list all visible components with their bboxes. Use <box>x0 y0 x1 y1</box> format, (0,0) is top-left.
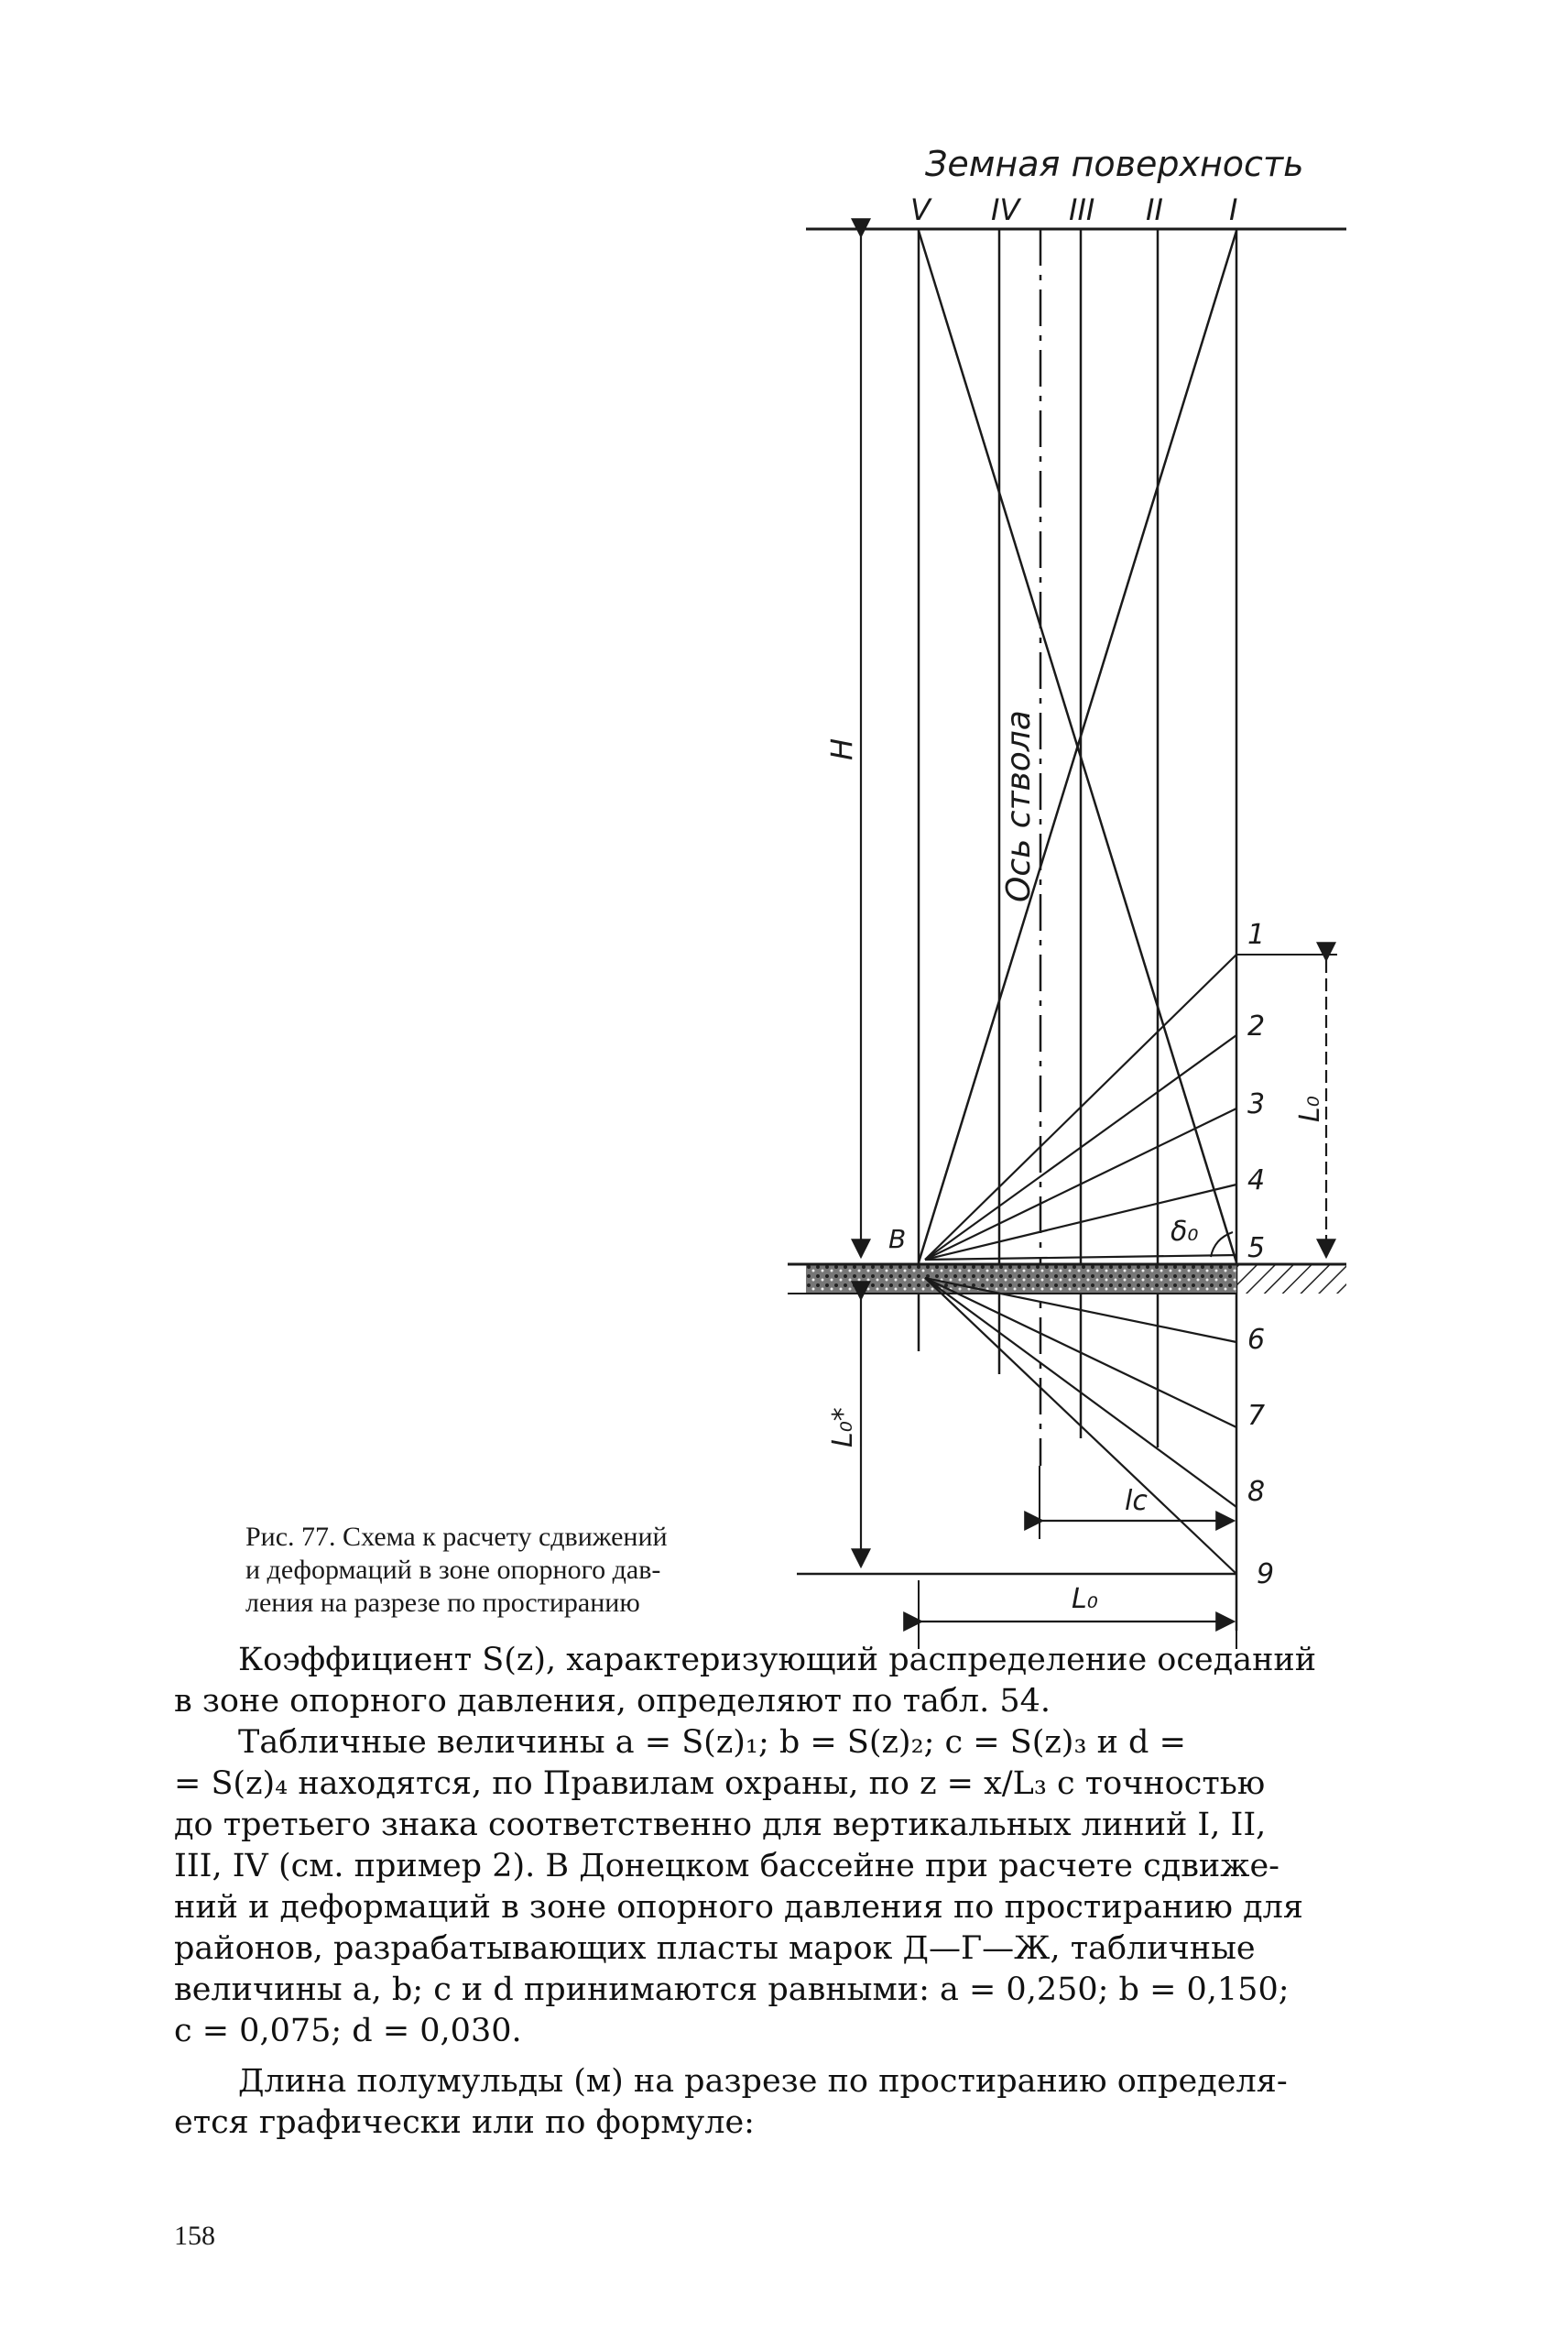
l0-label: L₀ <box>1294 1096 1326 1122</box>
vertical-labels <box>910 192 1237 227</box>
paragraph-table-values: Табличные величины a = S(z)₁; b = S(z)₂; c = S(z)₃ и d = = S(z)₄ находятся, по Правилам охраны, по z = x/L₃ с точностью до третьего знака соответственно для вертикальных линий I, II, III, IV (см. пример 2). В Донецком бассейне при расчете сдвиже- ний и деформаций в зоне опорного давления по простиранию для районов, разрабатывающих пласты марок Д—Г—Ж, табличные величины a, b; c и d принимаются равными: a = 0,250; b = 0,150; c = 0,075; d = 0,030. <box>174 1724 1303 2049</box>
lc-label: lc <box>1125 1485 1148 1517</box>
delta-arc <box>1211 1232 1233 1257</box>
boundary-angle-lines <box>919 231 1236 1262</box>
figure-title: Земная поверхность <box>925 144 1304 184</box>
page-number: 158 <box>174 2221 215 2251</box>
l0-star-label: L₀* <box>827 1407 859 1447</box>
paragraph-coefficient: Коэффициент S(z), характеризующий распределение оседаний в зоне опорного давления, определяют по табл. 54. <box>174 1642 1317 1720</box>
caption-line: ления на разрезе по простиранию <box>245 1588 640 1618</box>
point-number-1: 1 <box>1247 919 1266 951</box>
vertical-label-iii: III <box>1069 192 1095 227</box>
point-number-5: 5 <box>1247 1232 1266 1264</box>
vertical-label-i: I <box>1229 192 1238 227</box>
paragraph-half-trough: Длина полумульды (м) на разрезе по простиранию определя- ется графически или по формуле: <box>174 2063 1288 2141</box>
point-number-6: 6 <box>1247 1324 1266 1356</box>
point-numbers <box>1247 919 1274 1590</box>
delta-label: δ₀ <box>1171 1216 1199 1248</box>
coal-seam <box>806 1264 1236 1294</box>
point-number-7: 7 <box>1247 1400 1266 1432</box>
point-number-4: 4 <box>1247 1164 1266 1196</box>
h-label: H <box>824 737 859 760</box>
point-number-2: 2 <box>1247 1010 1266 1043</box>
point-number-8: 8 <box>1247 1476 1266 1508</box>
vertical-label-v: V <box>910 192 931 227</box>
hatched-rock <box>1236 1264 1346 1294</box>
vertical-label-iv: IV <box>991 192 1020 227</box>
vertical-label-ii: II <box>1146 192 1163 227</box>
point-number-3: 3 <box>1247 1088 1266 1120</box>
point-b-label: B <box>888 1224 907 1254</box>
point-number-9: 9 <box>1257 1558 1275 1590</box>
vertical-lines <box>919 229 1236 1631</box>
shaft-axis-label: Ось ствола <box>1000 710 1038 902</box>
l0-bottom-label: L₀ <box>1072 1583 1098 1615</box>
caption-line: и деформаций в зоне опорного дав- <box>245 1555 661 1585</box>
figure-caption <box>245 1521 795 1620</box>
caption-line: Рис. 77. Схема к расчету сдвижений <box>245 1522 668 1552</box>
